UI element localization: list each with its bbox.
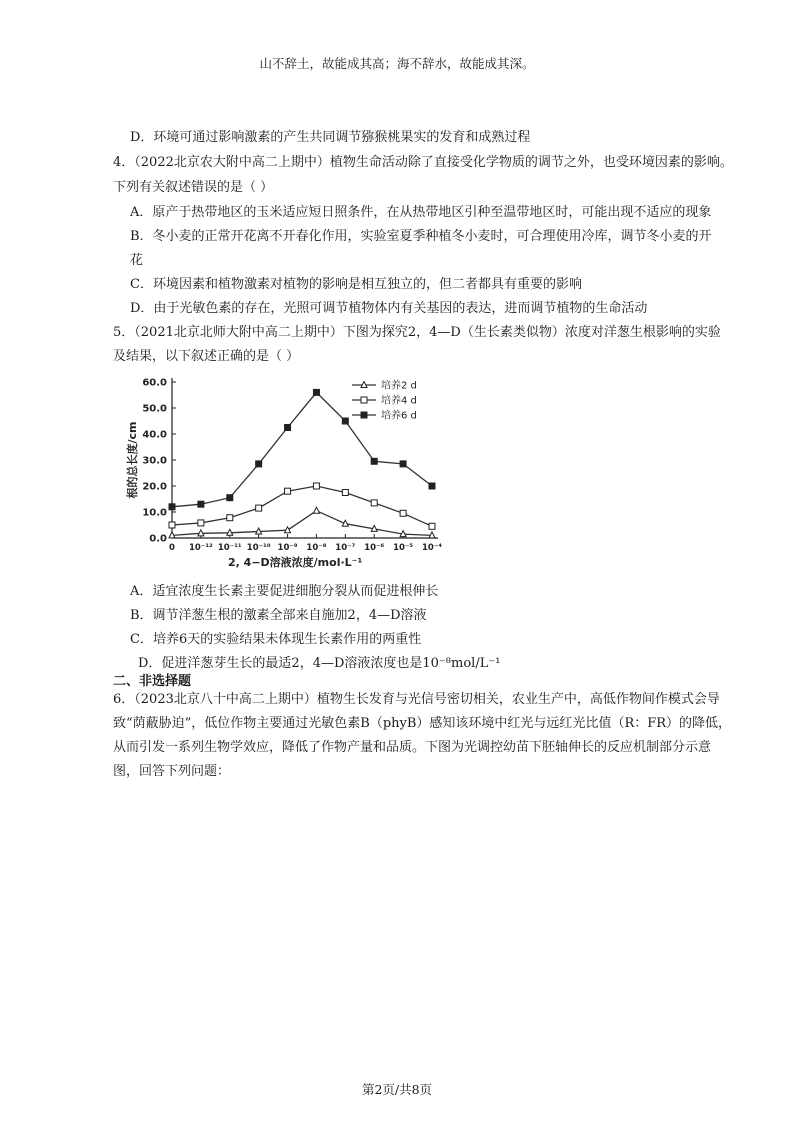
y-tick-label: 40.0 [142, 429, 167, 441]
x-tick-label: 10⁻⁶ [364, 543, 385, 553]
q3-option-d: D．环境可通过影响激素的产生共同调节猕猴桃果实的发育和成熟过程 [130, 130, 531, 145]
data-point [371, 458, 377, 464]
data-point [371, 500, 377, 506]
data-point [361, 412, 367, 418]
q4-option-d: D．由于光敏色素的存在，光照可调节植物体内有关基因的表达，进而调节植物的生命活动 [130, 301, 648, 316]
q4-option-b-line1: B．冬小麦的正常开花离不开春化作用，实验室夏季种植冬小麦时，可合理使用冷库，调节冬小麦的开 [130, 229, 712, 244]
chart-y-ticks [142, 378, 176, 545]
data-point [429, 483, 435, 489]
q4-stem-line1: 4．（2022北京农大附中高二上期中）植物生命活动除了直接受化学物质的调节之外，也受环境因素的影响。 [113, 155, 733, 170]
data-point [169, 504, 175, 510]
q6-stem-line2: 致“荫蔽胁迫”，低位作物主要通过光敏色素B（phyB）感知该环境中红光与远红光比值（R：FR）的降低， [113, 716, 732, 731]
y-tick-label: 30.0 [142, 455, 167, 467]
section-nonchoice-heading: 二、非选择题 [113, 674, 192, 689]
series-line [172, 511, 432, 536]
q4-option-b-line2: 花 [130, 253, 144, 268]
data-point [227, 495, 233, 501]
series-line-group [169, 389, 435, 509]
legend-item [352, 394, 417, 407]
x-tick-label: 10⁻⁸ [306, 543, 327, 553]
q4-option-c: C．环境因素和植物激素对植物的影响是相互独立的，但二者都具有重要的影响 [130, 277, 582, 292]
data-point [342, 490, 348, 496]
x-tick-label: 10⁻¹¹ [217, 543, 242, 553]
data-point [361, 397, 367, 403]
q4-option-a: A．原产于热带地区的玉米适应短日照条件，在从热带地区引种至温带地区时，可能出现不适应的现象 [130, 205, 712, 220]
y-tick-label: 0.0 [149, 533, 167, 545]
data-point [256, 505, 262, 511]
x-tick-label: 0 [169, 543, 175, 553]
chart-x-axis-title: 2, 4−D溶液浓度/mol·L⁻¹ [228, 556, 363, 569]
q5-option-b: B．调节洋葱生根的激素全部来自施加2，4—D溶液 [130, 608, 427, 623]
data-point [313, 483, 319, 489]
data-point [285, 425, 291, 431]
legend-item [352, 409, 417, 422]
series-line-group [169, 483, 435, 529]
q5-option-a: A．适宜浓度生长素主要促进细胞分裂从而促进根伸长 [130, 584, 439, 599]
series-line-group [169, 507, 435, 538]
q5-stem-line2: 及结果，以下叙述正确的是（ ） [113, 349, 300, 364]
x-tick-label: 10⁻⁹ [277, 543, 298, 553]
chart-legend [352, 379, 417, 422]
y-tick-label: 20.0 [142, 481, 167, 493]
root-length-line-chart [118, 370, 448, 580]
q6-stem-line3: 从而引发一系列生物学效应，降低了作物产量和品质。下图为光调控幼苗下胚轴伸长的反应机制部分示意 [113, 740, 712, 755]
q6-stem-line4: 图，回答下列问题： [113, 764, 231, 779]
q5-option-d: D．促进洋葱芽生长的最适2，4—D溶液浓度也是10⁻⁸mol/L⁻¹ [138, 656, 501, 671]
chart-y-axis-title: 根的总长度/cm [126, 421, 139, 499]
x-tick-label: 10⁻⁵ [393, 543, 414, 553]
legend-label: 培养6 d [381, 410, 417, 422]
page-footer-number: 第2页/共8页 [361, 1082, 433, 1097]
x-tick-label: 10⁻⁷ [335, 543, 356, 553]
x-tick-label: 10⁻¹⁰ [246, 543, 271, 553]
q5-option-c: C．培养6天的实验结果未体现生长素作用的两重性 [130, 632, 422, 647]
data-point [342, 418, 348, 424]
data-point [169, 522, 175, 528]
data-point [313, 389, 319, 395]
y-tick-label: 50.0 [142, 403, 167, 415]
q4-stem-line2: 下列有关叙述错误的是（ ） [113, 180, 274, 195]
legend-label: 培养2 d [381, 380, 417, 392]
data-point [198, 520, 204, 526]
data-point [313, 507, 319, 513]
data-point [198, 501, 204, 507]
data-point [256, 461, 262, 467]
q6-stem-line1: 6．（2023北京八十中高二上期中）植物生长发育与光信号密切相关，农业生产中，高低作物间作模式会导 [113, 692, 720, 707]
data-point [227, 515, 233, 521]
page-header-motto: 山不辞土，故能成其高；海不辞水，故能成其深。 [259, 56, 535, 71]
q5-stem-line1: 5．（2021北京北师大附中高二上期中）下图为探究2，4—D（生长素类似物）浓度对洋葱生根影响的实验 [113, 325, 721, 340]
legend-label: 培养4 d [381, 395, 417, 407]
data-point [400, 510, 406, 516]
data-point [429, 523, 435, 529]
x-tick-label: 10⁻⁴ [421, 543, 443, 553]
data-point [285, 488, 291, 494]
legend-item [352, 379, 417, 392]
y-tick-label: 10.0 [142, 507, 167, 519]
data-point [400, 461, 406, 467]
x-tick-label: 10⁻¹² [189, 543, 213, 553]
y-tick-label: 60.0 [142, 377, 167, 389]
